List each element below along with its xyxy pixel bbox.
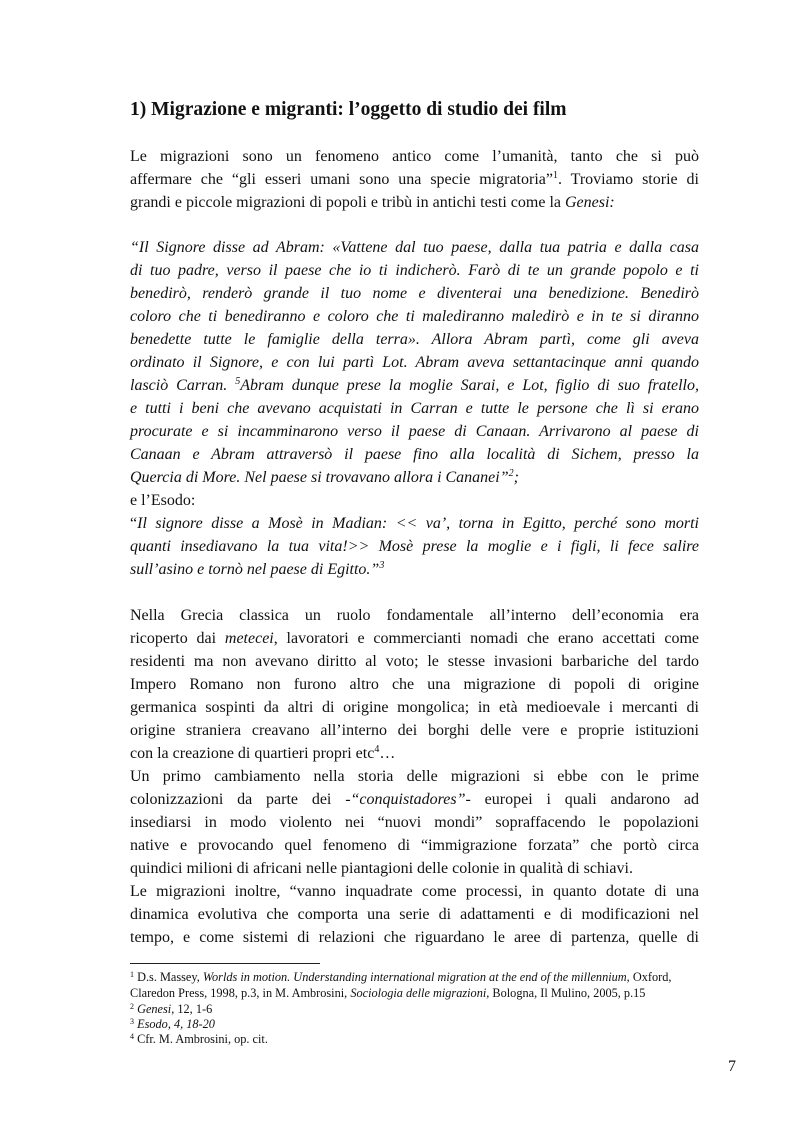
text-line: ricoperto dai metecei, lavoratori e commercianti nomadi che erano accettati come — [130, 630, 700, 647]
footnote-1-cont: Claredon Press, 1998, p.3, in M. Ambrosini, Sociologia delle migrazioni, Bologna, Il Mulino, 2005, p.15 — [130, 986, 646, 1000]
quote-line: sull’asino e tornò nel paese di Egitto.”$^3$ — [130, 560, 385, 578]
footnote-3: $^3$ Esodo, 4, 18-20 — [130, 1017, 215, 1031]
footnote-2: $^2$ Genesi, 12, 1-6 — [130, 1002, 213, 1016]
footnote-ref[interactable]: 3 — [379, 560, 385, 571]
quote-line: “Il signore disse a Mosè in Madian: << va’, torna in Egitto, perché sono morti — [130, 515, 699, 532]
footnote-ref[interactable]: 4 — [374, 744, 380, 755]
text-line: Un primo cambiamento nella storia delle migrazioni si ebbe con le prime — [130, 768, 699, 785]
text-line: Le migrazioni sono un fenomeno antico come l’umanità, tanto che si può — [130, 148, 699, 165]
page-number: 7 — [728, 1058, 736, 1075]
text-line: e l’Esodo: — [130, 492, 196, 509]
footnote-divider — [130, 963, 320, 964]
footnote-4: $^4$ Cfr. M. Ambrosini, op. cit. — [130, 1032, 268, 1046]
text-line: residenti ma non avevano diritto al voto; le stesse invasioni barbariche del tardo — [130, 653, 699, 670]
text-line: Le migrazioni inoltre, “vanno inquadrate come processi, in quanto dotate di una — [130, 883, 699, 900]
quote-line: coloro che ti benediranno e coloro che ti malediranno maledirò e in te si diranno — [130, 308, 699, 325]
text-line: native e provocando quel fenomeno di “immigrazione forzata” che portò circa — [130, 837, 699, 854]
text-line: germanica sospinti da altri di origine mongolica; in età medioevale i mercanti di — [130, 699, 699, 716]
footnote-ref[interactable]: 5 — [235, 376, 241, 387]
quote-line: procurate e si incamminarono verso il paese di Canaan. Arrivarono al paese di — [130, 423, 699, 440]
quote-line: benedirò, renderò grande il tuo nome e diventerai una benedizione. Benedirò — [130, 285, 699, 302]
text-line: Impero Romano non furono altro che una migrazione di popoli di origine — [130, 676, 699, 693]
history-paragraph — [130, 604, 699, 765]
quote-line: Quercia di More. Nel paese si trovavano allora i Cananei”$^2$; — [130, 468, 519, 486]
section-title: 1) Migrazione e migranti: l’oggetto di studio dei film — [130, 99, 567, 120]
quote-line: ordinato il Signore, e con lui partì Lot. Abram aveva settantacinque anni quando — [130, 354, 699, 371]
text-line: Nella Grecia classica un ruolo fondamentale all’interno dell’economia era — [130, 607, 699, 624]
text-line: dinamica evolutiva che comporta una serie di adattamenti e di modificazioni nel — [130, 906, 699, 923]
colonization-paragraph — [130, 765, 699, 880]
text-line: tempo, e come sistemi di relazioni che riguardano le aree di partenza, quelle di — [130, 929, 699, 946]
text-line: insediarsi in modo violento nei “nuovi mondi” sopraffacendo le popolazioni — [130, 814, 699, 831]
quote-line: “Il Signore disse ad Abram: «Vattene dal tuo paese, dalla tua patria e dalla casa — [130, 239, 699, 256]
quote-line: quanti insediavano la tua vita!>> Mosè prese la moglie e i figli, li fece salire — [130, 538, 699, 555]
footnote-1: $^1$ D.s. Massey, Worlds in motion. Understanding international migration at the end of the millennium, Oxford, — [130, 970, 672, 984]
footnote-ref[interactable]: 1 — [552, 170, 558, 181]
footnote-ref[interactable]: 2 — [508, 468, 514, 479]
text-line: quindici milioni di africani nelle piantagioni delle colonie in qualità di schiavi. — [130, 860, 633, 877]
quote-line: lasciò Carran. $^5$Abram dunque prese la moglie Sarai, e Lot, figlio di suo fratello, — [130, 376, 700, 394]
quote-line: di tuo padre, verso il paese che io ti indicherò. Farò di te un grande popolo e ti — [130, 262, 699, 279]
genesis-quote — [130, 236, 699, 512]
quote-line: e tutti i beni che avevano acquistati in Carran e tutte le persone che lì si erano — [130, 400, 699, 417]
processes-paragraph — [130, 880, 699, 949]
text-line: affermare che “gli esseri umani sono una specie migratoria”$^1$. Troviamo storie di — [130, 170, 700, 188]
quote-line: Canaan e Abram attraversò il paese fino alla località di Sichem, presso la — [130, 446, 699, 463]
text-line: origine straniera creavano all’interno dei borghi delle vere e proprie istituzioni — [130, 722, 699, 739]
text-line: colonizzazioni da parte dei -“conquistadores”- europei i quali andarono ad — [130, 791, 699, 808]
intro-paragraph — [130, 145, 699, 214]
exodus-quote — [130, 512, 699, 581]
quote-line: benedette tutte le famiglie della terra». Allora Abram partì, come gli aveva — [130, 331, 699, 348]
text-line: grandi e piccole migrazioni di popoli e tribù in antichi testi come la Genesi: — [130, 194, 615, 211]
text-line: con la creazione di quartieri propri etc$^4$… — [130, 744, 396, 762]
